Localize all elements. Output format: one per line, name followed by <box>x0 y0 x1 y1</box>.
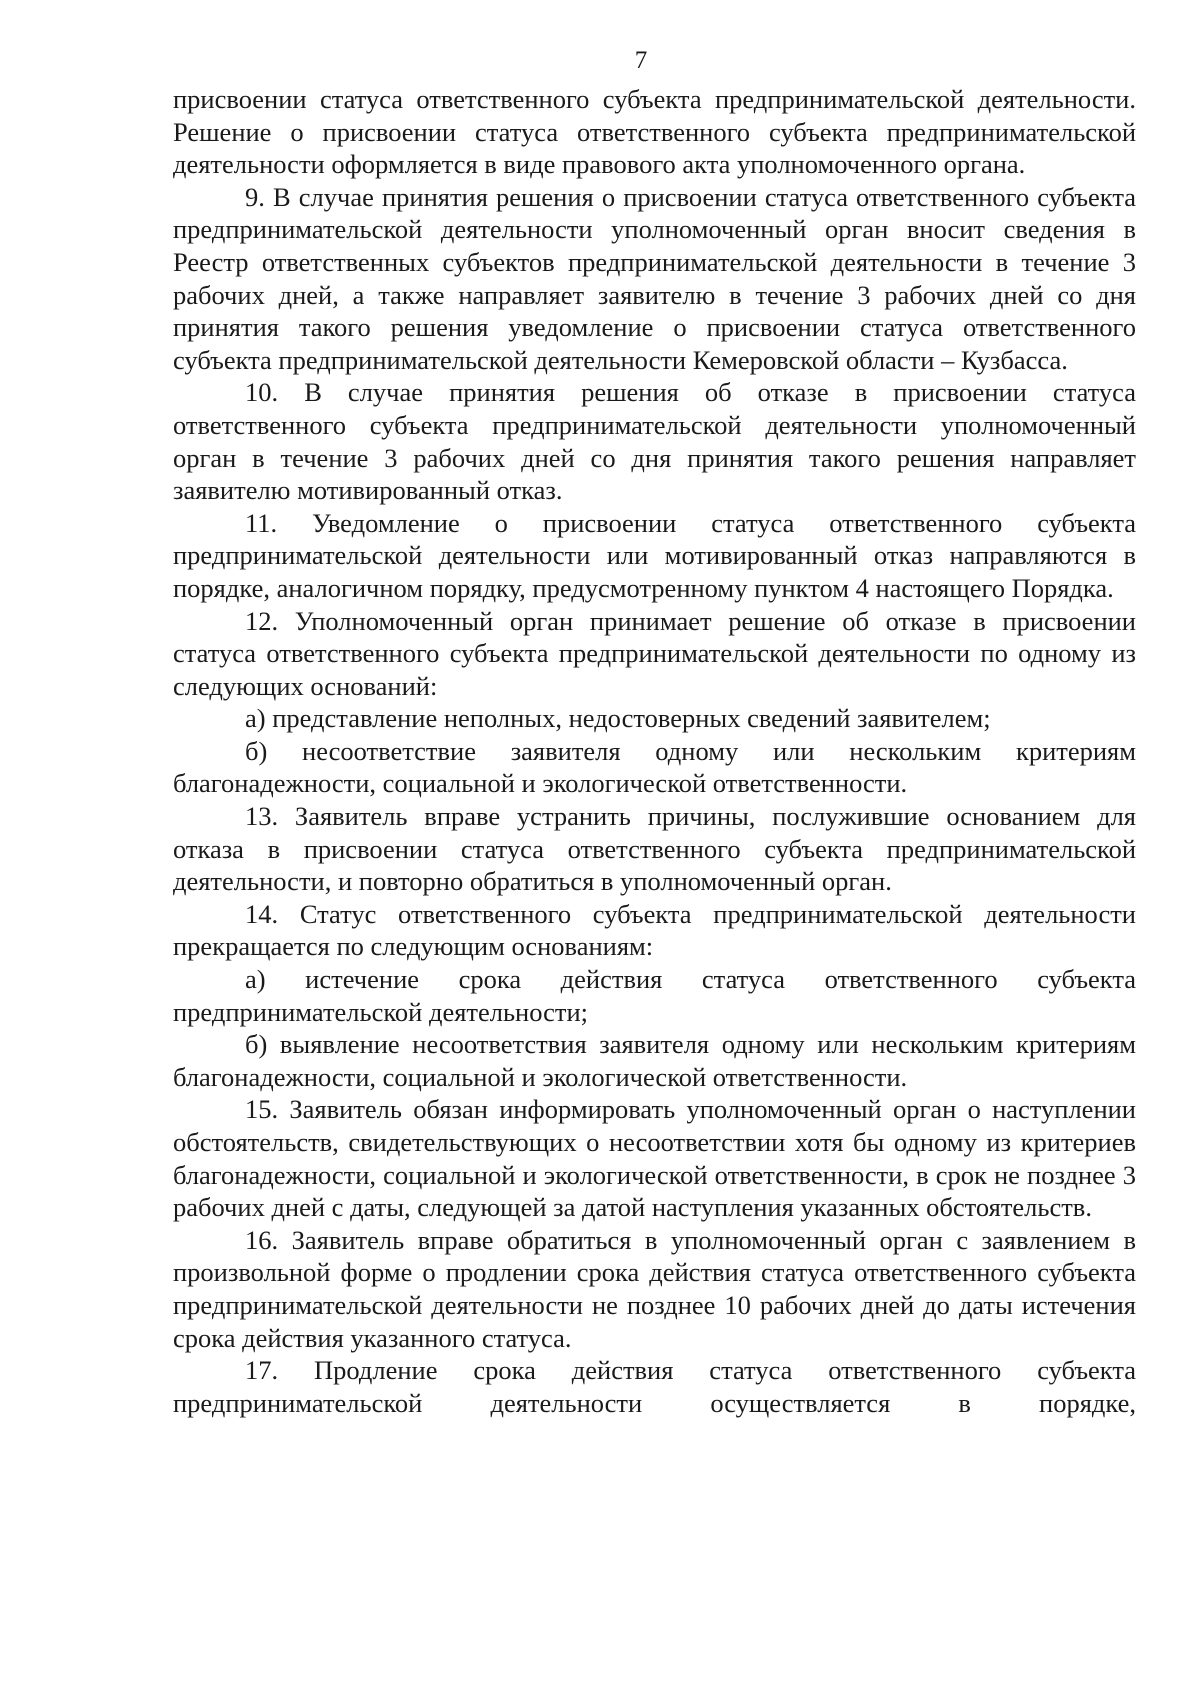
page-number: 7 <box>634 47 648 74</box>
paragraph-item-15: 15. Заявитель обязан информировать уполномоченный орган о наступлении обстоятельств, свидетельствующих о несоответствии хотя бы одному из критериев благонадежности, социальной и экологической ответственности, в срок не позднее 3 рабочих дней с даты, следующей за датой наступления указанных обстоятельств. <box>173 1094 1136 1223</box>
paragraph-item-13: 13. Заявитель вправе устранить причины, послужившие основанием для отказа в присвоении статуса ответственного субъекта предпринимательской деятельности, и повторно обратиться в уполномоченный орган. <box>173 801 1136 897</box>
paragraph-item-12: 12. Уполномоченный орган принимает решение об отказе в присвоении статуса ответственного субъекта предпринимательской деятельности по одному из следующих оснований: <box>173 605 1136 701</box>
paragraph-item-14-b: б) выявление несоответствия заявителя одному или нескольким критериям благонадежности, социальной и экологической ответственности. <box>173 1029 1136 1092</box>
paragraph-continuation: присвоении статуса ответственного субъекта предпринимательской деятельности. Решение о присвоении статуса ответственного субъекта предпринимательской деятельности оформляется в виде правового акта уполномоченного органа. <box>173 84 1136 180</box>
paragraph-item-16: 16. Заявитель вправе обратиться в уполномоченный орган с заявлением в произвольной форме о продлении срока действия статуса ответственного субъекта предпринимательской деятельности не позднее 10 рабочих дней до даты истечения срока действия указанного статуса. <box>173 1224 1136 1353</box>
paragraph-item-17: 17. Продление срока действия статуса ответственного субъекта предпринимательской деятельности осуществляется в порядке, <box>173 1355 1136 1418</box>
paragraph-item-9: 9. В случае принятия решения о присвоении статуса ответственного субъекта предпринимательской деятельности уполномоченный орган вносит сведения в Реестр ответственных субъектов предпринимательской деятельности в течение 3 рабочих дней, а также направляет заявителю в течение 3 рабочих дней со дня принятия такого решения уведомление о присвоении статуса ответственного субъекта предпринимательской деятельности Кемеровской области – Кузбасса. <box>173 181 1136 375</box>
paragraph-item-14: 14. Статус ответственного субъекта предпринимательской деятельности прекращается по следующим основаниям: <box>173 898 1136 962</box>
document-body <box>173 83 1136 1419</box>
paragraph-item-11: 11. Уведомление о присвоении статуса ответственного субъекта предпринимательской деятельности или мотивированный отказ направляются в порядке, аналогичном порядку, предусмотренному пунктом 4 настоящего Порядка. <box>173 507 1136 603</box>
paragraph-item-14-a: а) истечение срока действия статуса ответственного субъекта предпринимательской деятельности; <box>173 964 1136 1027</box>
paragraph-item-12-a: а) представление неполных, недостоверных сведений заявителем; <box>245 703 991 734</box>
paragraph-item-10: 10. В случае принятия решения об отказе в присвоении статуса ответственного субъекта предпринимательской деятельности уполномоченный орган в течение 3 рабочих дней со дня принятия такого решения направляет заявителю мотивированный отказ. <box>173 377 1136 506</box>
paragraph-item-12-b: б) несоответствие заявителя одному или нескольким критериям благонадежности, социальной и экологической ответственности. <box>173 735 1136 799</box>
